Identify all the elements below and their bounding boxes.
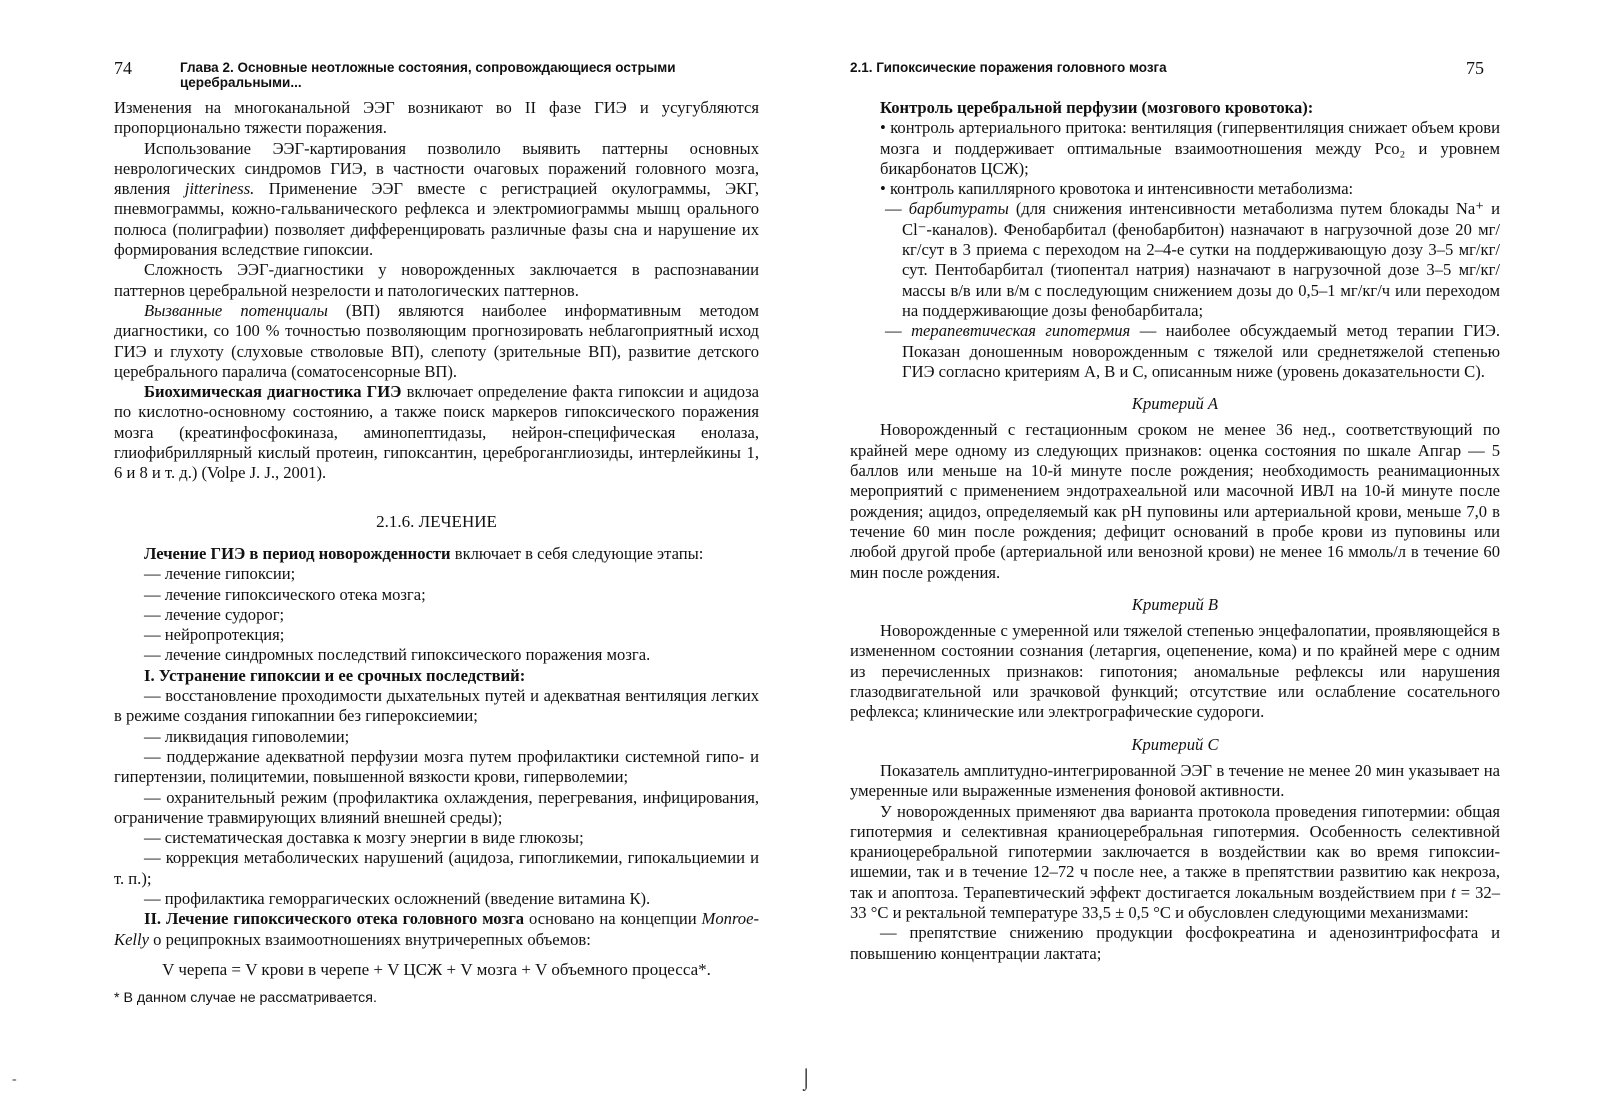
term-biochem: Биохимическая диагностика ГИЭ	[144, 382, 402, 402]
page-number-right: 75	[1466, 58, 1484, 78]
criterion-a-text: Новорожденный с гестационным сроком не менее 36 нед., соответствующий по крайней мере одному из следующих признаков: оценка состояния по шкале Апгар — 5 баллов или меньше на 10-й минуте после рождения; необходимость реанимационных мероприятий с применением эндотрахеальной или масочной ИВЛ на 10-й минуте после рождения; ацидоз, определяемый как рН пуповины или артериальной крови, меньше 7,0 в течение 60 мин после рождения; дефицит оснований в пробе крови из пуповины или любой другой пробе (артериальной или венозной крови) не менее 16 ммоль/л в течение 60 мин после рождения.	[850, 420, 1500, 582]
paragraph-edema: II. Лечение гипоксического отека головного мозга основано на концепции Monroe-Kelly о реципрокных взаимоотношениях внутричерепных объемов:	[114, 909, 759, 949]
paragraph-hypothermia-variants: У новорожденных применяют два варианта протокола проведения гипотермии: общая гипотермия и селективная краниоцеребральная гипотермия. Особенность селективной краниоцеребральной гипотермии заключается в воздействии как во время гипоксии-ишемии, так и в течение 12–72 ч после нее, а также в препятствии развитию как некроза, так и апоптоза. Терапевтический эффект достигается локальным воздействием при t = 32–33 °С и ректальной температуре 33,5 ± 0,5 °С и обусловлен следующими механизмами:	[850, 801, 1500, 922]
list-item: — поддержание адекватной перфузии мозга путем профилактики системной гипо- и гипертензии, полицитемии, повышенной вязкости крови, гиперволемии;	[114, 746, 759, 787]
page-right	[800, 0, 1600, 1113]
term-barbiturates: барбитураты	[908, 199, 1009, 219]
list-item: — лечение гипоксии;	[144, 564, 296, 584]
list-item: — нейропротекция;	[144, 625, 285, 645]
list-item: — профилактика геморрагических осложнений (введение витамина К).	[144, 888, 651, 908]
heading-hypoxia: I. Устранение гипоксии и ее срочных последствий:	[144, 665, 526, 685]
dash-hypothermia: — терапевтическая гипотермия — наиболее обсуждаемый метод терапии ГИЭ. Показан доношенным новорожденным с тяжелой или среднетяжелой степенью ГИЭ согласно критериям А, В и С, описанным ниже (уровень доказательности С).	[885, 321, 1500, 381]
criterion-c-text: Показатель амплитудно-интегрированной ЭЭГ в течение не менее 20 мин указывает на умеренные или выраженные изменения фоновой активности.	[850, 760, 1500, 801]
page-number-left: 74	[114, 58, 132, 78]
list-item: — охранительный режим (профилактика охлаждения, перегревания, инфицирования, ограничение травмирующих влияний внешней среды);	[114, 787, 759, 827]
paragraph-treatment-intro: Лечение ГИЭ в период новорожденности включает в себя следующие этапы:	[144, 543, 704, 563]
list-item: — коррекция метаболических нарушений (ацидоза, гипогликемии, гипокальциемии и т. п.);	[114, 848, 759, 888]
list-item: — восстановление проходимости дыхательных путей и адекватная вентиляция легких в режиме создания гипокапнии без гипероксиемии;	[114, 686, 759, 726]
term-monroe-kelly: Monroe-Kelly	[114, 909, 759, 949]
paragraph-eeg-mapping: Использование ЭЭГ-картирования позволило выявить паттерны основных неврологических синдромов ГИЭ, в частности очаговых поражений головного мозга, явления jitteriness. Применение ЭЭГ вместе с регистрацией окулограммы, ЭКГ, пневмограммы, кожно-гальванического рефлекса и электромиограммы мышц орального полюса (полиграфии) позволяет дифференцировать различные фазы сна и нарушение их формирования вследствие гипоксии.	[114, 138, 759, 260]
term-hypothermia: терапевтическая гипотермия	[911, 321, 1131, 341]
term-evoked-potentials: Вызванные потенциалы	[144, 300, 328, 320]
bullet-capillary: • контроль капиллярного кровотока и интенсивности метаболизма:	[880, 179, 1354, 199]
paragraph-eeg-changes: Изменения на многоканальной ЭЭГ возникают во II фазе ГИЭ и усугубляются пропорционально тяжести поражения.	[114, 98, 759, 138]
list-item: — лечение синдромных последствий гипоксического поражения мозга.	[144, 645, 651, 665]
criterion-c-heading: Критерий С	[1131, 734, 1219, 754]
running-header-left: Глава 2. Основные неотложные состояния, сопровождающиеся острыми церебральными...	[180, 60, 676, 90]
criterion-b-heading: Критерий В	[1131, 594, 1219, 614]
text-column-left	[114, 98, 759, 1008]
running-header-right: 2.1. Гипоксические поражения головного мозга	[850, 60, 1167, 75]
measures-list	[114, 686, 759, 909]
heading-perfusion: Контроль церебральной перфузии (мозгового кровотока):	[880, 98, 1314, 117]
paragraph-evoked-potentials: Вызванные потенциалы (ВП) являются наиболее информативным методом диагностики, со 100 % точностью позволяющим прогнозировать неблагоприятный исход ГИЭ и глухоту (слуховые стволовые ВП), слепоту (зрительные ВП), развитие детского церебрального паралича (соматосенсорные ВП).	[114, 300, 759, 381]
list-item: — ликвидация гиповолемии;	[144, 726, 350, 746]
term-jitteriness: jitteriness.	[184, 179, 255, 199]
list-item: — лечение судорог;	[144, 604, 285, 624]
dash-barbiturates: — барбитураты (для снижения интенсивности метаболизма путем блокады Na⁺ и Cl⁻-каналов). Фенобарбитал (фенобарбитон) назначают в нагрузочной дозе 20 мг/кг/сут в 3 приема с переходом на 2–4-е сутки на поддерживающую дозу 3–5 мг/кг/сут. Пентобарбитал (тиопентал натрия) назначают в нагрузочной дозе 3–5 мг/кг/ массы в/в или в/м с последующим снижением дозы до 0,5–1 мг/кг/ч или переходом на поддерживающие дозы фенобарбитала;	[885, 199, 1500, 320]
edge-mark: -	[12, 1072, 17, 1087]
criterion-a-heading: Критерий А	[1131, 394, 1219, 414]
footnote: * В данном случае не рассматривается.	[114, 990, 377, 1007]
text-column-right	[850, 98, 1500, 964]
dash-phosphocreatine: — препятствие снижению продукции фосфокреатина и аденозинтрифосфата и повышению концентрации лактата;	[850, 923, 1500, 963]
list-item: — лечение гипоксического отека мозга;	[144, 584, 426, 604]
section-heading-treatment: 2.1.6. ЛЕЧЕНИЕ	[376, 511, 497, 531]
spine-mark: ⌡	[800, 1068, 813, 1090]
paragraph-eeg-difficulty: Сложность ЭЭГ-диагностики у новорожденных заключается в распознавании паттернов церебральной незрелости и патологических паттернов.	[114, 260, 759, 300]
paragraph-biochem: Биохимическая диагностика ГИЭ включает определение факта гипоксии и ацидоза по кислотно-основному состоянию, а также поиск маркеров гипоксического поражения мозга (креатинфосфокиназа, аминопептидазы, нейрон-специфическая енолаза, глиофибриллярный кислый протеин, гипоксантин, цереброганглиозиды, интерлейкины 1, 6 и 8 и т. д.) (Volpe J. J., 2001).	[114, 382, 759, 483]
criterion-b-text: Новорожденные с умеренной или тяжелой степенью энцефалопатии, проявляющейся в измененном состоянии сознания (летаргия, оцепенение, кома) и по крайней мере с одним из перечисленных признаков: гипотония; аномальные рефлексы или нарушения глазодвигательной или зрачковой функций; отсутствие или ослабление сосательного рефлекса; клинические или электрографические судороги.	[850, 621, 1500, 722]
stages-list	[114, 564, 759, 665]
list-item: — систематическая доставка к мозгу энергии в виде глюкозы;	[144, 828, 584, 848]
bullet-arterial: • контроль артериального притока: вентиляция (гипервентиляция снижает объем крови мозга и поддерживает оптимальные взаимоотношения между Рсо₂ и уровнем бикарбонатов ЦСЖ);	[880, 118, 1500, 178]
formula: V черепа = V крови в черепе + V ЦСЖ + V мозга + V объемного процесса*.	[162, 959, 711, 979]
